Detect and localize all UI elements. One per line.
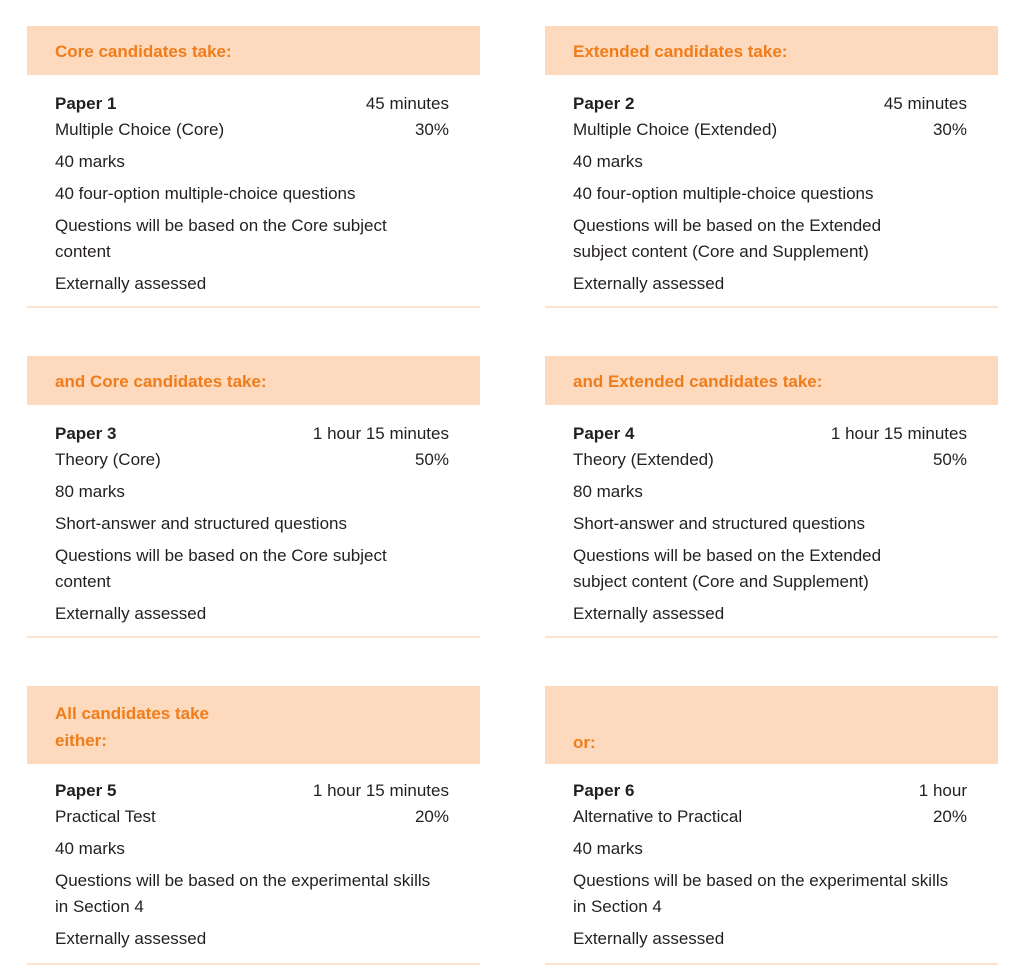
paper-duration: 45 minutes — [365, 94, 449, 113]
paper-4-box — [545, 356, 998, 638]
paper-format: Short-answer and structured questions — [55, 514, 347, 533]
paper-title: Paper 6 — [573, 781, 635, 800]
paper-basis: Questions will be based on the experimental skills in Section 4 — [55, 871, 431, 916]
paper-assessment: Externally assessed — [573, 929, 725, 948]
paper-duration: 1 hour — [918, 781, 967, 800]
paper-assessment: Externally assessed — [55, 929, 207, 948]
paper-duration: 1 hour 15 minutes — [312, 781, 449, 800]
paper-component: Alternative to Practical — [573, 807, 743, 826]
paper-assessment: Externally assessed — [573, 604, 725, 623]
paper-weight: 50% — [932, 450, 967, 469]
paper-title: Paper 3 — [55, 424, 117, 443]
paper-component: Multiple Choice (Extended) — [573, 120, 778, 139]
paper-1-box — [27, 26, 480, 308]
paper-weight: 20% — [414, 807, 449, 826]
paper-weight: 50% — [414, 450, 449, 469]
paper-duration: 45 minutes — [883, 94, 967, 113]
paper-title: Paper 4 — [573, 424, 635, 443]
paper-weight: 20% — [932, 807, 967, 826]
paper-basis: Questions will be based on the Extended subject content (Core and Supplement) — [573, 216, 882, 261]
paper-marks: 40 marks — [573, 152, 643, 171]
paper-marks: 40 marks — [55, 152, 125, 171]
paper-basis: Questions will be based on the Core subject content — [55, 216, 387, 261]
paper-format: Short-answer and structured questions — [573, 514, 865, 533]
paper-basis: Questions will be based on the Extended subject content (Core and Supplement) — [573, 546, 882, 591]
box-header: and Extended candidates take: — [545, 356, 998, 405]
paper-marks: 40 marks — [55, 839, 125, 858]
paper-marks: 80 marks — [55, 482, 125, 501]
box-header: Extended candidates take: — [545, 26, 998, 75]
paper-5-box — [27, 686, 480, 965]
box-header: and Core candidates take: — [27, 356, 480, 405]
paper-marks: 40 marks — [573, 839, 643, 858]
paper-title: Paper 2 — [573, 94, 635, 113]
paper-component: Multiple Choice (Core) — [55, 120, 225, 139]
paper-format: 40 four-option multiple-choice questions — [55, 184, 356, 203]
paper-component: Practical Test — [55, 807, 156, 826]
paper-format: 40 four-option multiple-choice questions — [573, 184, 874, 203]
paper-title: Paper 5 — [55, 781, 117, 800]
paper-assessment: Externally assessed — [55, 604, 207, 623]
paper-assessment: Externally assessed — [55, 274, 207, 293]
box-header: Core candidates take: — [27, 26, 480, 75]
paper-duration: 1 hour 15 minutes — [830, 424, 967, 443]
box-header — [545, 686, 998, 764]
paper-component: Theory (Core) — [55, 450, 161, 469]
box-header-text: or: — [573, 733, 596, 752]
paper-duration: 1 hour 15 minutes — [312, 424, 449, 443]
paper-3-box — [27, 356, 480, 638]
paper-title: Paper 1 — [55, 94, 117, 113]
paper-6-box — [545, 686, 998, 965]
paper-component: Theory (Extended) — [573, 450, 714, 469]
paper-basis: Questions will be based on the Core subject content — [55, 546, 387, 591]
paper-basis: Questions will be based on the experimental skills in Section 4 — [573, 871, 949, 916]
paper-weight: 30% — [932, 120, 967, 139]
paper-2-box — [545, 26, 998, 308]
paper-assessment: Externally assessed — [573, 274, 725, 293]
box-header: All candidates take either: — [27, 686, 480, 764]
paper-marks: 80 marks — [573, 482, 643, 501]
paper-weight: 30% — [414, 120, 449, 139]
